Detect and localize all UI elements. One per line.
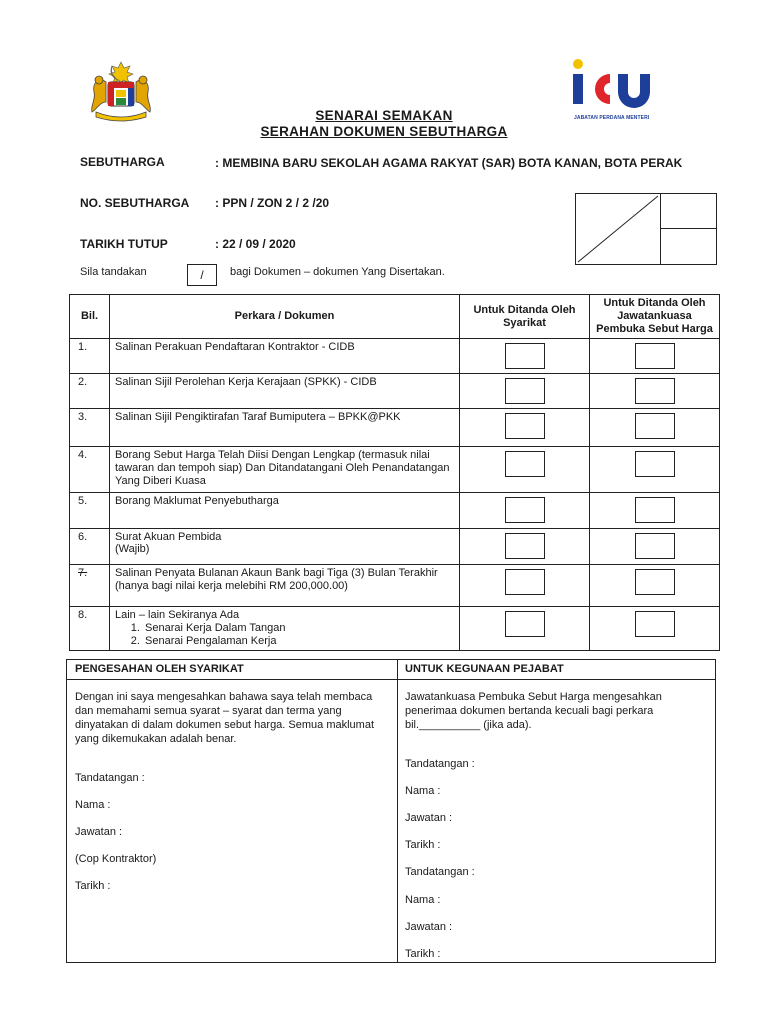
right-panel-heading: UNTUK KEGUNAAN PEJABAT [405,663,564,675]
right-field-position-1[interactable]: Jawatan : [405,812,453,824]
sample-tick-box: / [187,264,217,286]
left-field-name[interactable]: Nama : [75,799,111,811]
header-perkara: Perkara / Dokumen [110,295,460,339]
left-panel-heading: PENGESAHAN OLEH SYARIKAT [75,663,244,675]
left-panel-body: Dengan ini saya mengesahkan bahawa saya telah membaca dan memahami semua syarat – syarat dan terma yang dinyatakan di dalam dokumen sebut harga. Semua maklumat yang dikemukakan adalah benar. [75,691,375,745]
header-bil: Bil. [70,295,110,339]
instruction-prefix: Sila tandakan [80,266,147,278]
logo-dot-icon [573,59,583,69]
syarikat-checkbox[interactable] [505,611,545,637]
jawatankuasa-checkbox[interactable] [635,533,675,559]
right-panel-body: Jawatankuasa Pembuka Sebut Harga mengesahkan penerimaa dokumen bertanda kecuali bagi perkara bil.__________ (jika ada). [405,691,662,731]
table-row: 1. Salinan Perakuan Pendaftaran Kontraktor - CIDB [70,339,720,374]
table-row: 3. Salinan Sijil Pengiktirafan Taraf Bumiputera – BPKK@PKK [70,409,720,447]
page-title: SENARAI SEMAKAN [315,108,453,123]
no-sebutharga-value: : PPN / ZON 2 / 2 /20 [215,196,330,210]
instruction-suffix: bagi Dokumen – dokumen Yang Disertakan. [230,266,445,278]
jawatankuasa-checkbox[interactable] [635,611,675,637]
right-field-name-2[interactable]: Nama : [405,894,441,906]
sebutharga-label: SEBUTHARGA [80,155,165,169]
syarikat-checkbox[interactable] [505,413,545,439]
syarikat-checkbox[interactable] [505,343,545,369]
header-jawatankuasa: Untuk Ditanda Oleh Jawatankuasa Pembuka Sebut Harga [590,295,720,339]
page-subtitle: SERAHAN DOKUMEN SEBUTHARGA [260,124,508,139]
right-field-signature-2[interactable]: Tandatangan : [405,866,475,878]
header-syarikat: Untuk Ditanda Oleh Syarikat [460,295,590,339]
syarikat-checkbox[interactable] [505,569,545,595]
tarikh-tutup-value: : 22 / 09 / 2020 [215,237,296,251]
jawatankuasa-checkbox[interactable] [635,378,675,404]
syarikat-checkbox[interactable] [505,451,545,477]
syarikat-checkbox[interactable] [505,378,545,404]
no-sebutharga-label: NO. SEBUTHARGA [80,196,190,210]
left-field-signature[interactable]: Tandatangan : [75,772,145,784]
checklist-table [69,294,720,651]
tarikh-tutup-label: TARIKH TUTUP [80,237,168,251]
table-header-row [70,295,720,339]
right-field-signature-1[interactable]: Tandatangan : [405,758,475,770]
table-row: 8. Lain – lain Sekiranya Ada 1. Senarai Kerja Dalam Tangan 2. Senarai Pengalaman Kerja [70,607,720,651]
jawatankuasa-checkbox[interactable] [635,497,675,523]
left-field-date[interactable]: Tarikh : [75,880,111,892]
jawatankuasa-checkbox[interactable] [635,451,675,477]
jawatankuasa-checkbox[interactable] [635,413,675,439]
right-field-date-2[interactable]: Tarikh : [405,948,441,960]
left-field-position[interactable]: Jawatan : [75,826,123,838]
right-field-name-1[interactable]: Nama : [405,785,441,797]
jawatankuasa-checkbox[interactable] [635,343,675,369]
table-row: 6. Surat Akuan Pembida (Wajib) [70,529,720,565]
table-row: 2. Salinan Sijil Perolehan Kerja Kerajaan (SPKK) - CIDB [70,374,720,409]
right-field-position-2[interactable]: Jawatan : [405,921,453,933]
right-field-date-1[interactable]: Tarikh : [405,839,441,851]
syarikat-checkbox[interactable] [505,497,545,523]
jawatankuasa-checkbox[interactable] [635,569,675,595]
sebutharga-value: : MEMBINA BARU SEKOLAH AGAMA RAKYAT (SAR) BOTA KANAN, BOTA PERAK [215,156,683,170]
table-row: 4. Borang Sebut Harga Telah Diisi Dengan Lengkap (termasuk nilai tawaran dan tempoh siap) Dan Ditandatangani Oleh Penandatangan Yang Diberi Kuasa [70,447,720,493]
syarikat-checkbox[interactable] [505,533,545,559]
verification-section [66,659,716,963]
left-field-company-stamp[interactable]: (Cop Kontraktor) [75,853,157,865]
logo-caption: JABATAN PERDANA MENTERI [574,115,650,121]
office-stamp-box [575,193,717,265]
table-row: 7. Salinan Penyata Bulanan Akaun Bank bagi Tiga (3) Bulan Terakhir (hanya bagi nilai kerja melebihi RM 200,000.00) [70,565,720,607]
table-row: 5. Borang Maklumat Penyebutharga [70,493,720,529]
